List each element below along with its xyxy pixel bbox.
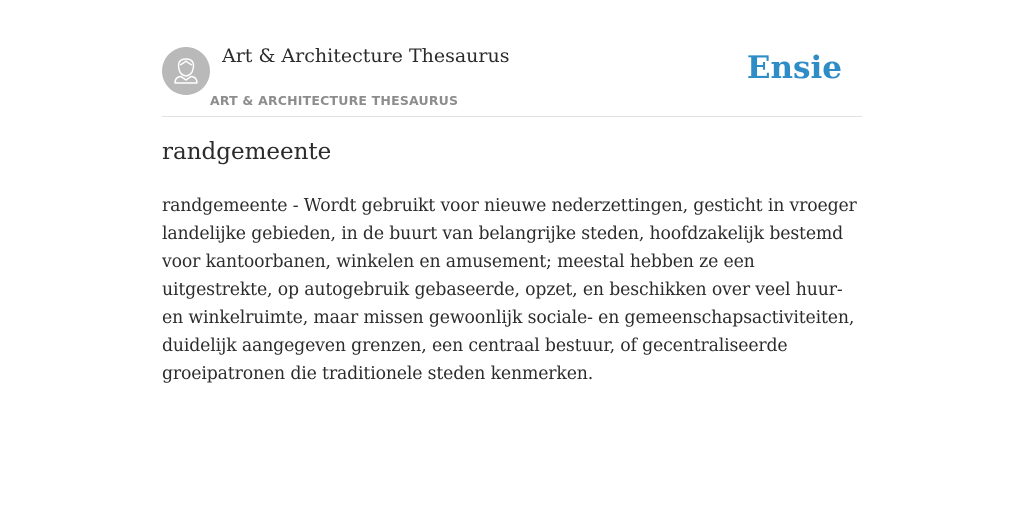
category-label[interactable]: ART & ARCHITECTURE THESAURUS	[210, 93, 459, 108]
entry-definition: randgemeente - Wordt gebruikt voor nieuwe nederzettingen, gesticht in vroeger landelijke gebieden, in de buurt van belangrijke steden, hoofdzakelijk bestemd voor kantoorbanen, winkelen en amusement; meestal hebben ze een uitgestrekte, op autogebruik gebaseerde, opzet, en beschikken over veel huur- en winkelruimte, maar missen gewoonlijk sociale- en gemeenschapsactiviteiten, duidelijk aangegeven grenzen, een centraal bestuur, of gecentraliseerde groeipatronen die traditionele steden kenmerken.	[162, 196, 857, 384]
author-name[interactable]: Art & Architecture Thesaurus	[222, 45, 510, 67]
avatar[interactable]	[162, 47, 210, 95]
entry-title: randgemeente	[162, 139, 332, 165]
header	[162, 0, 862, 117]
user-icon	[162, 47, 210, 95]
brand-logo[interactable]: Ensie	[746, 50, 842, 86]
